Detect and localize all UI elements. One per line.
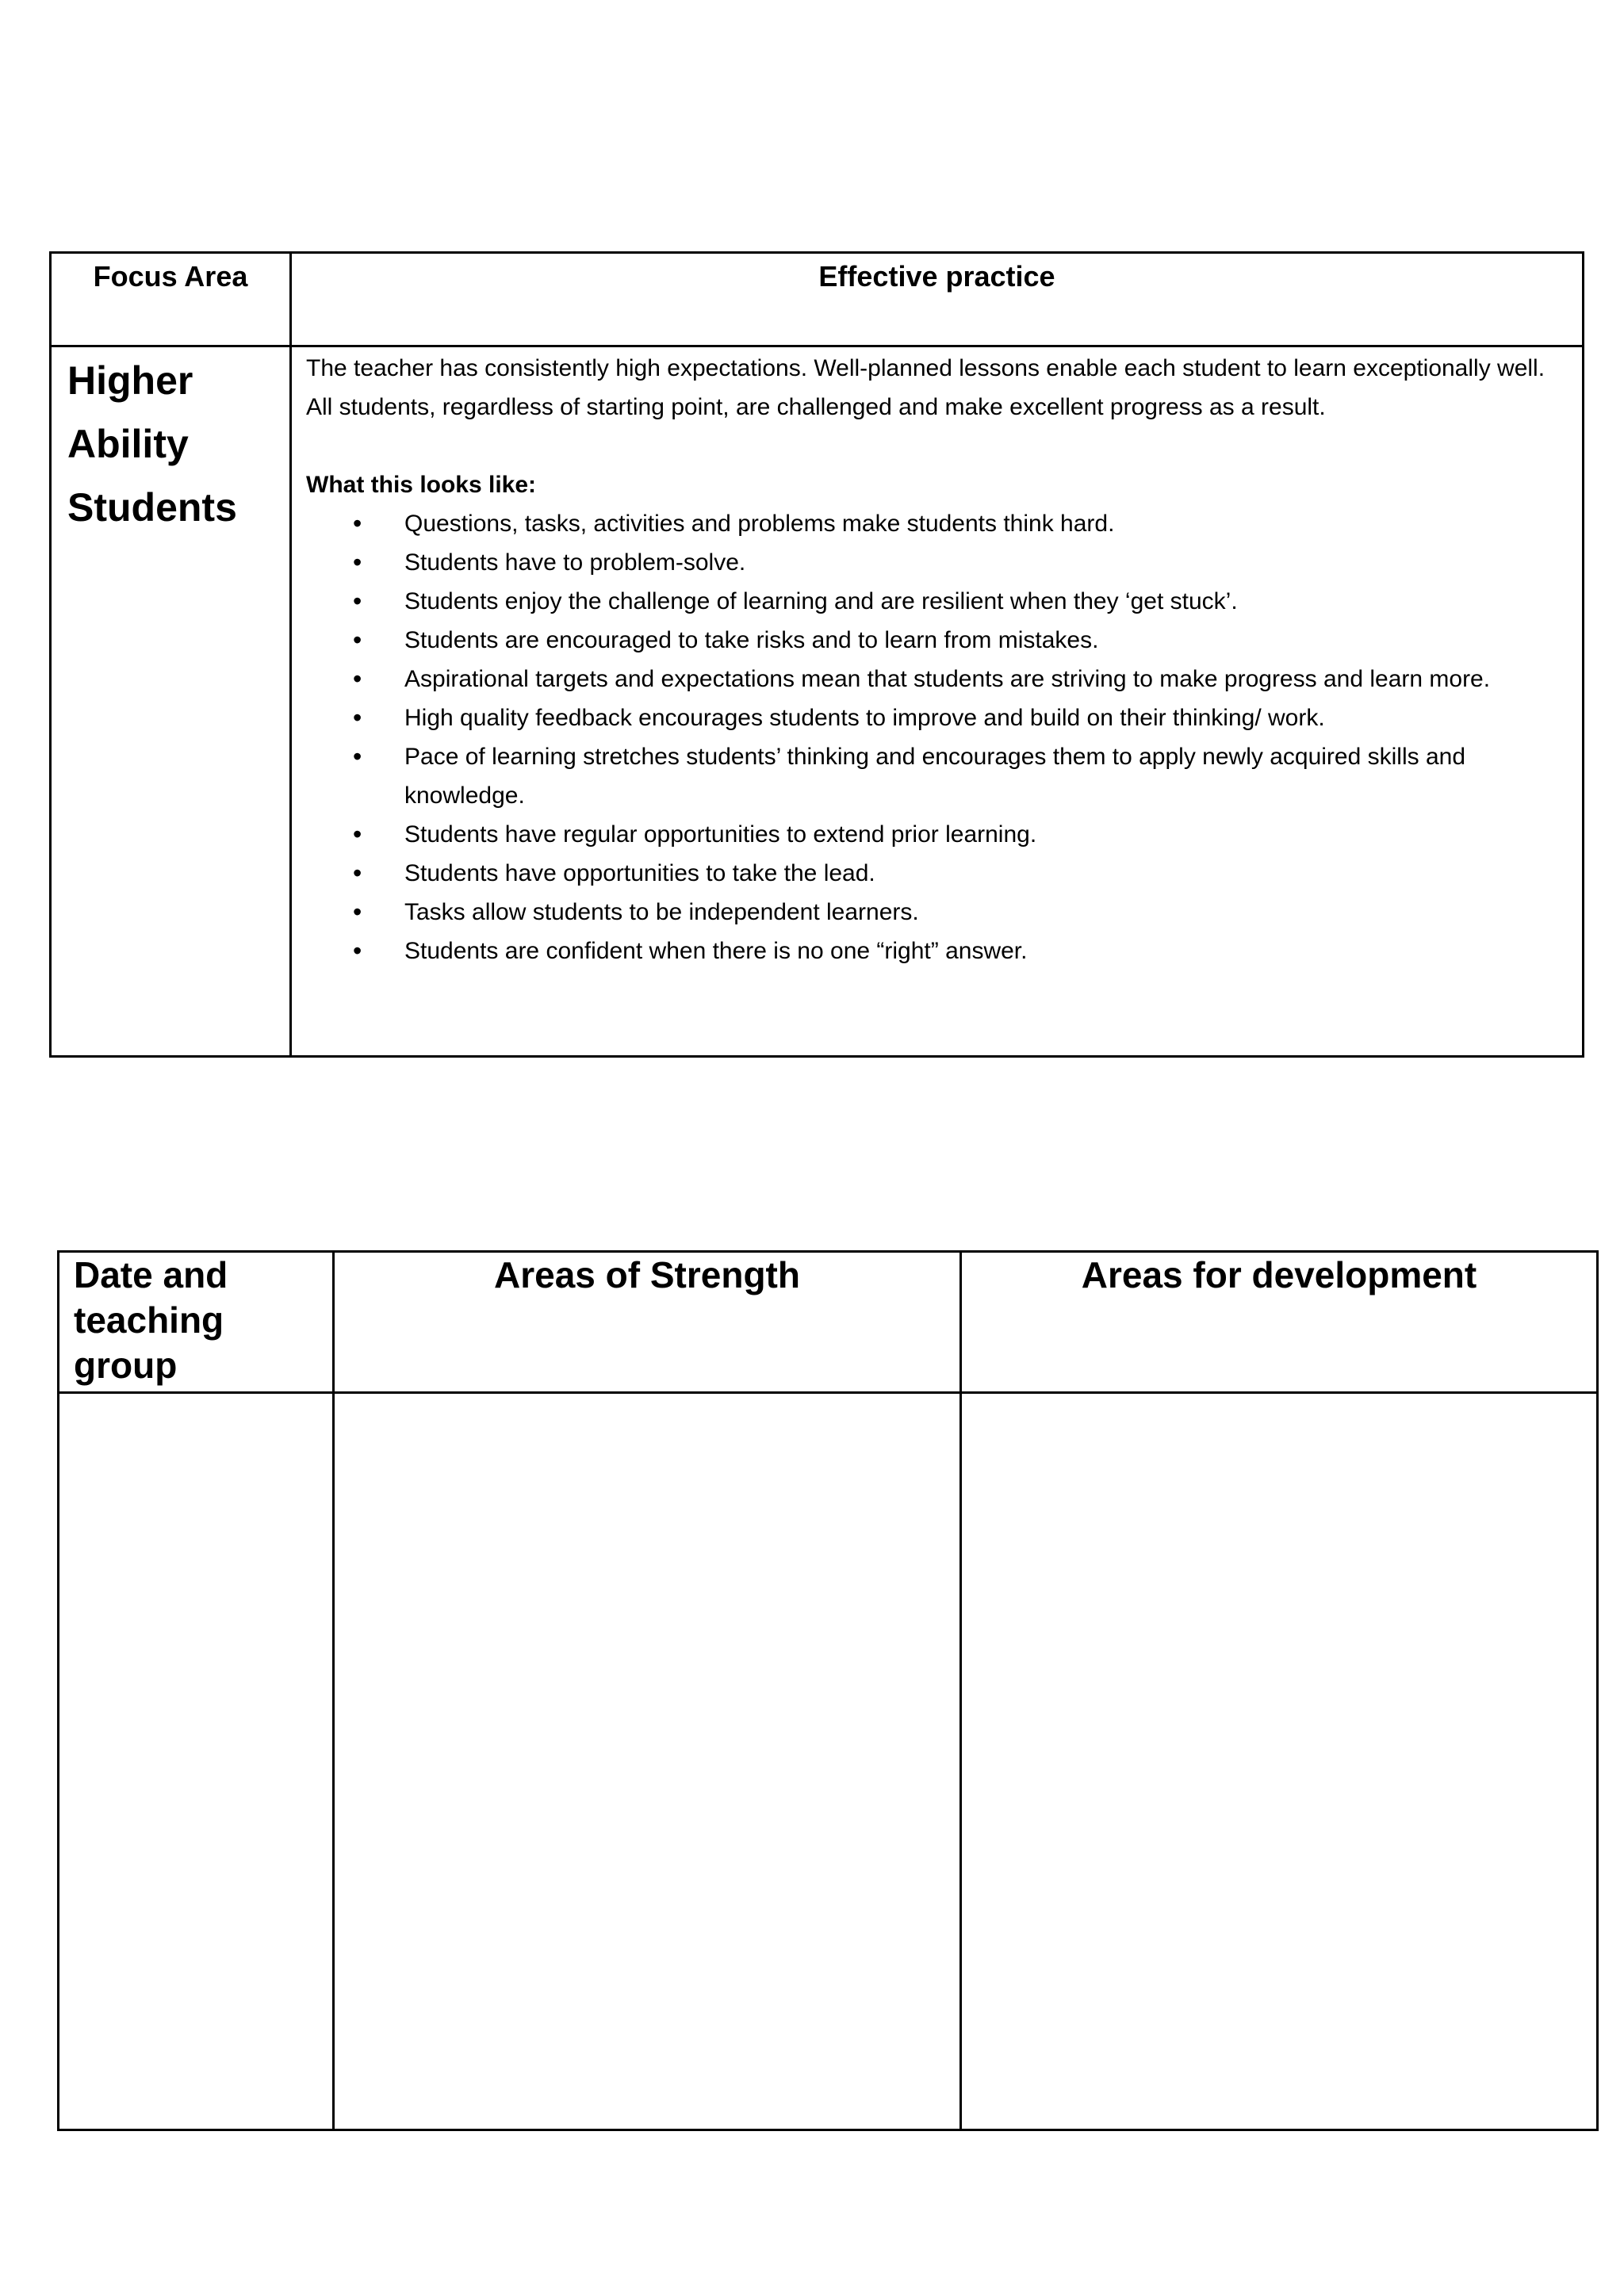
- list-item: • Students have opportunities to take the lead.: [306, 854, 1558, 893]
- list-item: • Students have to problem-solve.: [306, 543, 1558, 582]
- focus-area-table: [49, 251, 1584, 1058]
- looks-like-heading: What this looks like:: [306, 472, 537, 498]
- list-item: • Students enjoy the challenge of learning and are resilient when they ‘get stuck’.: [306, 582, 1558, 621]
- strengths-header: Areas of Strength: [334, 1252, 961, 1393]
- focus-area-name: [52, 347, 289, 539]
- date-group-line: group: [74, 1345, 178, 1386]
- date-group-line: teaching: [74, 1299, 224, 1341]
- list-item: • Questions, tasks, activities and problems make students think hard.: [306, 504, 1558, 543]
- list-item: • Students have regular opportunities to extend prior learning.: [306, 815, 1558, 854]
- list-item: • Students are confident when there is no one “right” answer.: [306, 932, 1558, 970]
- focus-table-header-row: [51, 253, 1584, 346]
- date-group-cell[interactable]: [59, 1393, 334, 2130]
- focus-area-header: Focus Area: [51, 253, 291, 346]
- focus-area-cell: [51, 346, 291, 1057]
- strengths-cell[interactable]: [334, 1393, 961, 2130]
- list-item: • Students are encouraged to take risks and to learn from mistakes.: [306, 621, 1558, 660]
- list-item: • Tasks allow students to be independent learners.: [306, 893, 1558, 932]
- list-item: • High quality feedback encourages students to improve and build on their thinking/ work.: [306, 698, 1558, 737]
- effective-practice-header: Effective practice: [291, 253, 1584, 346]
- list-item: • Aspirational targets and expectations mean that students are striving to make progress and learn more.: [306, 660, 1558, 698]
- development-cell[interactable]: [961, 1393, 1598, 2130]
- date-group-header: [59, 1252, 334, 1393]
- record-table-body-row: [59, 1393, 1598, 2130]
- focus-name-line: Higher: [67, 358, 193, 403]
- focus-name-line: Students: [67, 485, 237, 530]
- observation-record-table: [57, 1250, 1599, 2131]
- practice-bullet-list: [306, 504, 1558, 970]
- development-header: Areas for development: [961, 1252, 1598, 1393]
- practice-intro: The teacher has consistently high expectations. Well-planned lessons enable each student to learn exceptionally well. All students, regardless of starting point, are challenged and make excellent progress as a result.: [306, 355, 1545, 420]
- effective-practice-cell: [291, 346, 1584, 1057]
- list-item: • Pace of learning stretches students’ thinking and encourages them to apply newly acquired skills and knowledge.: [306, 737, 1558, 815]
- focus-table-body-row: [51, 346, 1584, 1057]
- focus-name-line: Ability: [67, 422, 189, 466]
- record-table-header-row: [59, 1252, 1598, 1393]
- date-group-line: Date and: [74, 1254, 228, 1295]
